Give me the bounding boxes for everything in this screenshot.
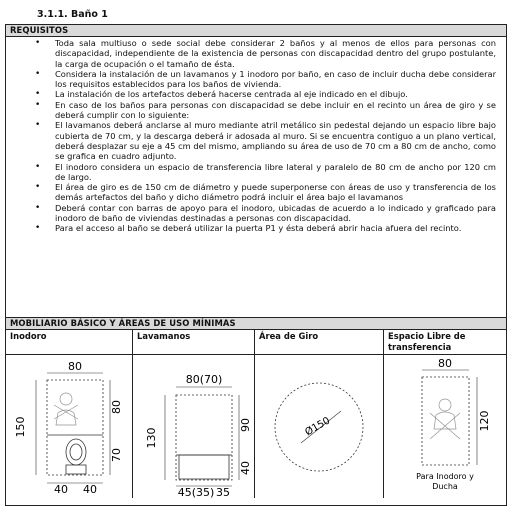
transfer-area xyxy=(422,377,469,465)
giro-diagram xyxy=(255,355,384,498)
transferencia-drawing xyxy=(384,355,506,498)
inodoro-lower-label: 70 xyxy=(110,448,123,462)
lavamanos-lower-label: 40 xyxy=(239,461,252,475)
inodoro-right-label: 40 xyxy=(83,483,97,496)
giro-drawing xyxy=(255,355,384,498)
transferencia-width-label: 80 xyxy=(438,357,452,370)
furniture-drawings xyxy=(6,355,506,498)
inodoro-width-label: 80 xyxy=(68,360,82,373)
furniture-header: MOBILIARIO BÁSICO Y ÁREAS DE USO MÍNIMAS xyxy=(6,318,506,330)
lavamanos-upper-label: 90 xyxy=(239,418,252,432)
column-espacio-libre xyxy=(384,330,506,354)
requirement-item: • La instalación de los artefactos deberá hacerse centrada al eje indicado en el dibujo. xyxy=(6,89,506,99)
sink-icon xyxy=(179,455,229,479)
transferencia-note-2: Ducha xyxy=(432,482,458,491)
requirements-section xyxy=(6,25,506,318)
lavamanos-diagram xyxy=(133,355,255,498)
requirement-item: • Toda sala multiuso o sede social debe considerar 2 baños y al menos de ellos para personas con discapacidad, independiente de la existencia de personas con discapacidad dentro del grupo postulante, la carga de ocupación o el tamaño de ésta. xyxy=(6,38,506,69)
lavamanos-use-area xyxy=(176,395,232,480)
requirement-item: • En caso de los baños para personas con discapacidad se debe incluir en el recinto un área de giro y se deberá cumplir con lo siguiente: xyxy=(6,100,506,121)
requirement-item: • El inodoro considera un espacio de transferencia libre lateral y paralelo de 80 cm de ancho por 120 cm de largo. xyxy=(6,162,506,183)
inodoro-left-label: 40 xyxy=(54,483,68,496)
requirement-item: • Deberá contar con barras de apoyo para el inodoro, ubicadas de acuerdo a lo indicado y graficado para inodoro de baño de viviendas destinadas a personas con discapacidad. xyxy=(6,203,506,224)
inodoro-total-label: 150 xyxy=(14,416,27,438)
lavamanos-width-label: 80(70) xyxy=(185,373,223,386)
requirement-item: • El lavamanos deberá anclarse al muro mediante atril metálico sin pedestal dejando un espacio libre bajo cubierta de 70 cm, y la descarga deberá ir adosada al muro. Si se encuentra contiguo a un plano vertical, deberá desplazar su eje a 45 cm del mismo, ampliando su área de uso de 70 cm a 80 cm de ancho, como se grafica en cuadro adjunto. xyxy=(6,120,506,161)
requirements-sheet xyxy=(5,24,507,506)
lavamanos-bottom-label: 45(35) xyxy=(177,486,215,498)
transferencia-height-label: 120 xyxy=(478,410,491,432)
column-inodoro: Inodoro xyxy=(6,330,133,354)
requirement-item: • El área de giro es de 150 cm de diámetro y puede superponerse con áreas de uso y transferencia de los demás artefactos del baño y dicho diámetro podrá incluir el área bajo el lavamanos xyxy=(6,182,506,203)
column-espacio-libre-label: Espacio Libre de transferencia xyxy=(388,331,466,352)
transferencia-note-1: Para Inodoro y xyxy=(416,472,474,481)
column-lavamanos: Lavamanos xyxy=(133,330,255,354)
giro-diameter-label: Ø150 xyxy=(303,415,333,439)
wheelchair-icon xyxy=(54,393,78,425)
lavamanos-bottom-right-label: 35 xyxy=(216,486,230,498)
wheelchair-icon xyxy=(430,399,460,439)
transferencia-diagram xyxy=(384,355,506,498)
requirements-header: REQUISITOS xyxy=(6,25,506,37)
toilet-icon xyxy=(66,439,86,474)
inodoro-diagram xyxy=(6,355,133,498)
furniture-columns xyxy=(6,330,506,355)
inodoro-upper-label: 80 xyxy=(110,400,123,414)
requirement-item: • Para el acceso al baño se deberá utilizar la puerta P1 y ésta deberá abrir hacia afuera del recinto. xyxy=(6,223,506,233)
column-area-giro: Área de Giro xyxy=(255,330,384,354)
inodoro-drawing xyxy=(6,355,133,498)
requirements-list xyxy=(6,38,506,234)
lavamanos-total-label: 130 xyxy=(145,427,158,449)
section-title: 3.1.1. Baño 1 xyxy=(37,9,108,20)
inodoro-use-area xyxy=(47,380,103,475)
lavamanos-drawing xyxy=(133,355,255,498)
requirement-item: • Considera la instalación de un lavamanos y 1 inodoro por baño, en caso de incluir ducha debe considerar los requisitos establecidos para los baños de vivienda. xyxy=(6,69,506,90)
